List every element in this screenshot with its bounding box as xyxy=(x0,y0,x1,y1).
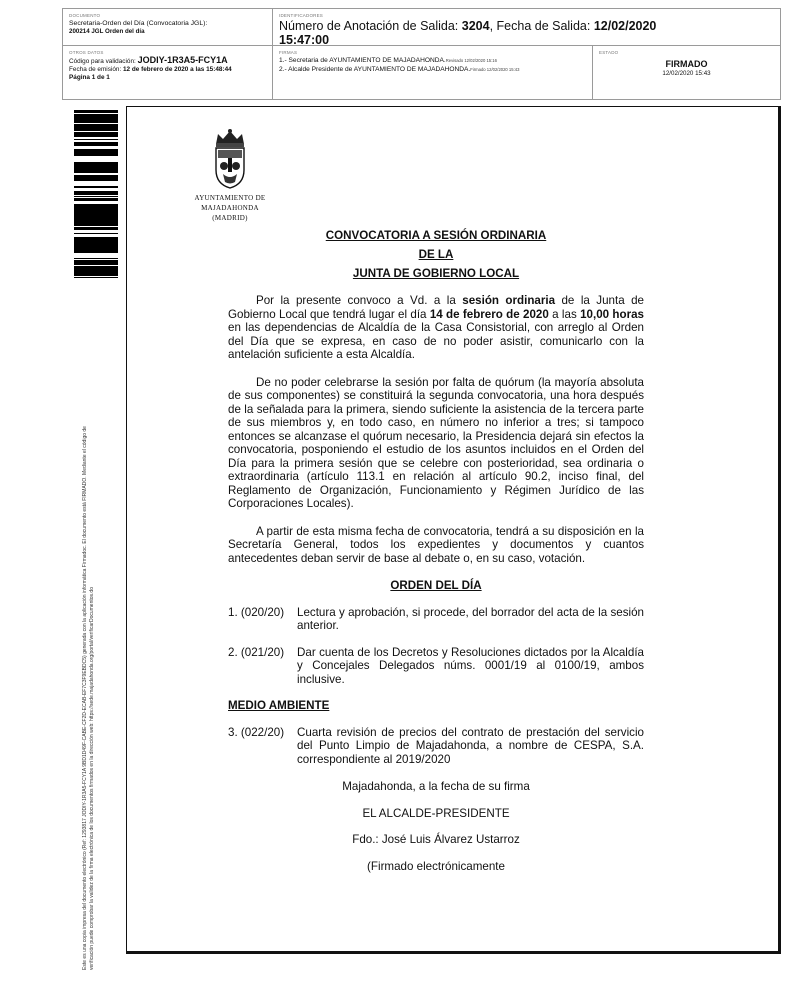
document-name: 200214 JGL Orden del día xyxy=(69,28,145,35)
signatures-caption: FIRMAS xyxy=(279,50,298,55)
signature-1: 1.- Secretaria de AYUNTAMIENTO DE MAJADAHONDA.Revisado 12/02/2020 15:16 xyxy=(279,57,497,64)
barcode-icon xyxy=(74,110,118,278)
sign-note: (Firmado electrónicamente xyxy=(367,859,505,873)
coat-of-arms-logo xyxy=(210,128,250,190)
verification-side-text xyxy=(82,270,96,970)
agenda-item-text: Cuarta revisión de precios del contrato de prestación del servicio del Punto Limpio de Majadahonda, a nombre de CESPA, S.A. correspondiente al 2019/2020 xyxy=(297,725,644,766)
agenda-item-text: Dar cuenta de los Decretos y Resoluciones dictados por la Alcaldía y Concejales Delegados núms. 0001/19 al 0100/19, ambos inclusive. xyxy=(297,645,644,686)
issue-date-label: Fecha de emisión: xyxy=(69,66,123,73)
status-cell xyxy=(593,46,780,99)
validation-code-value: JODIY-1R3A5-FCY1A xyxy=(137,55,228,65)
side-text-line-2: verificación puede comprobar la validez de la firma electrónica de los documentos firmados en la dirección web: https://sede.majadahonda.org/portal/verificarDocumentos.do xyxy=(89,587,95,970)
other-data-caption: OTROS DATOS xyxy=(69,50,104,55)
document-caption: DOCUMENTO xyxy=(69,13,101,18)
ident-time: 15:47:00 xyxy=(279,33,330,46)
agenda-item xyxy=(228,726,644,767)
municipality-line-1: AYUNTAMIENTO DE xyxy=(194,194,266,202)
municipality-line-2: MAJADAHONDA xyxy=(201,204,259,212)
identifiers-cell xyxy=(273,9,780,46)
agenda-item-number: 1. (020/20) xyxy=(228,605,285,619)
issue-date xyxy=(69,66,266,74)
ident-prefix: Número de Anotación de Salida: xyxy=(279,19,462,33)
identifiers-caption: IDENTIFICADORES xyxy=(279,13,324,18)
validation-code-label: Código para validación: xyxy=(69,58,138,65)
status-date: 12/02/2020 15:43 xyxy=(662,70,711,77)
agenda-heading: ORDEN DEL DÍA xyxy=(390,579,482,592)
exit-registry-number xyxy=(279,19,774,46)
sign-role: EL ALCALDE-PRESIDENTE xyxy=(362,806,510,820)
signature-header-table xyxy=(62,8,781,100)
title-line-3: JUNTA DE GOBIERNO LOCAL xyxy=(352,267,520,280)
side-text-line-1: Este es una copia impresa del documento electrónico (Ref: 1293817 JODIY-1R3A5-FCY1A 9BD1D49F-CABE-CF2D-ECAB-EF7C3F9EBDC5) generada con la aplicación informática Firmadoc. El documento está FIRMADO. Mediante el código de xyxy=(82,426,88,970)
paragraph-availability: A partir de esta misma fecha de convocatoria, tendrá a su disposición en la Secretaría General, todos los expedientes y documentos y cuantos antecedentes deban servir de base al debate o, en su caso, votación. xyxy=(228,524,644,565)
municipality-caption xyxy=(190,193,270,223)
issue-date-value: 12 de febrero de 2020 a las 15:48:44 xyxy=(123,66,232,73)
document-body xyxy=(228,226,644,873)
title-line-2: DE LA xyxy=(418,248,454,261)
document-type: Secretaria-Orden del Día (Convocatoria JGL): xyxy=(69,20,208,27)
agenda-item-number: 2. (021/20) xyxy=(228,645,285,659)
other-data-cell xyxy=(63,46,273,99)
agenda-item xyxy=(228,646,644,687)
agenda-item-text: Lectura y aprobación, si procede, del borrador del acta de la sesión anterior. xyxy=(297,605,644,632)
status-caption: ESTADO xyxy=(599,50,619,55)
signatures-cell xyxy=(273,46,593,99)
document-cell xyxy=(63,9,273,46)
status-badge: FIRMADO xyxy=(665,59,708,69)
paragraph-quorum: De no poder celebrarse la sesión por falta de quórum (la mayoría absoluta de sus componentes) se constituirá la segunda convocatoria, una hora después de la señalada para la primera, siendo suficiente la asistencia de la tercera parte de sus miembros y, en todo caso, en número no inferior a tres; si tampoco entonces se alcanzase el quórum necesario, la Presidencia dejará sin efectos la convocatoria, posponiendo el estudio de los asuntos incluidos en el Orden del Día para la primera sesión que se celebre con posterioridad, sea ordinaria o extraordinaria (artículo 113.1 en relación al artículo 90.2, inciso final, del Reglamento de Organización, Funcionamiento y Régimen Jurídico de las Corporaciones Locales). xyxy=(228,375,644,510)
paragraph-convocation: Por la presente convoco a Vd. a la sesión ordinaria de la Junta de Gobierno Local que tendrá lugar el día 14 de febrero de 2020 a las 10,00 horas en las dependencias de Alcaldía de la Casa Consistorial, con arreglo al Orden del Día que se expresa, en caso de no poder asistir, comunicarlo con la antelación suficiente a esta Alcaldía. xyxy=(228,294,644,361)
page-count: Página 1 de 1 xyxy=(69,74,110,81)
sign-place-date: Majadahonda, a la fecha de su firma xyxy=(342,780,530,793)
sign-name: Fdo.: José Luis Álvarez Ustarroz xyxy=(352,833,520,846)
municipality-line-3: (MADRID) xyxy=(212,214,248,222)
signature-2: 2.- Alcalde Presidente de AYUNTAMIENTO DE MAJADAHONDA.Firmado 12/02/2020 15:43 xyxy=(279,66,520,73)
agenda-item-number: 3. (022/20) xyxy=(228,725,285,739)
section-heading-environment: MEDIO AMBIENTE xyxy=(228,699,330,712)
title-line-1: CONVOCATORIA A SESIÓN ORDINARIA xyxy=(325,229,547,242)
agenda-item xyxy=(228,606,644,633)
ident-number: 3204 xyxy=(461,19,490,33)
ident-date: 12/02/2020 xyxy=(593,19,657,33)
validation-code xyxy=(69,56,266,66)
ident-mid: , Fecha de Salida: xyxy=(489,19,594,33)
